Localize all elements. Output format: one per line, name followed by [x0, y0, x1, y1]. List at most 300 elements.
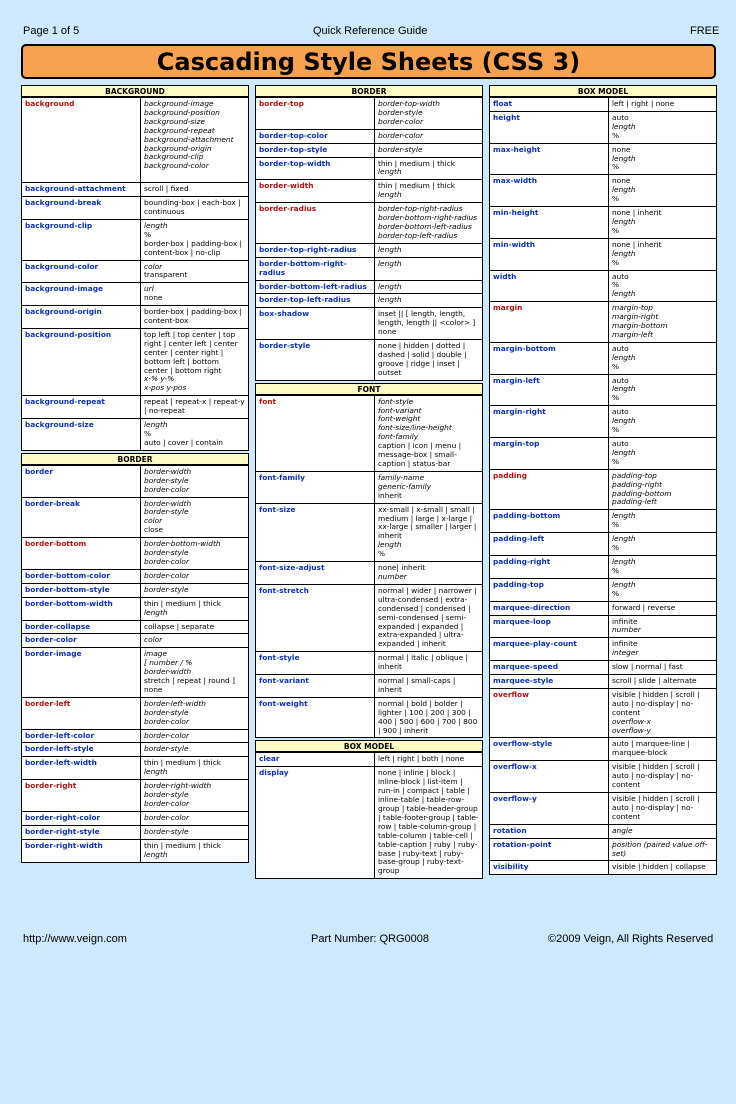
property-name: clear — [256, 753, 375, 767]
value-line: auto — [612, 439, 629, 448]
section-header: BOX MODEL — [255, 740, 483, 752]
property-name: float — [490, 98, 609, 112]
value-line: % — [612, 456, 620, 466]
property-name: background-position — [22, 328, 141, 395]
property-values — [609, 861, 717, 875]
table-row — [490, 838, 717, 861]
table-row — [490, 342, 717, 374]
value-line: visible | hidden | collapse — [612, 862, 706, 872]
property-name: background-origin — [22, 306, 141, 329]
property-name: marquee-loop — [490, 615, 609, 638]
value-line: normal | small-caps | inherit — [378, 676, 456, 694]
table-row — [490, 374, 717, 406]
value-line: number — [378, 571, 407, 581]
value-line: family-name — [378, 472, 425, 482]
value-line: xx-small | x-small | small | medium | large | x-large | xx-large | smaller | larger | inherit — [378, 504, 477, 541]
value-line: border-color — [378, 116, 423, 126]
section-background — [21, 85, 249, 451]
value-line: length — [612, 384, 636, 394]
property-values — [375, 562, 483, 585]
property-values — [375, 98, 483, 130]
property-values — [609, 761, 717, 793]
value-line: background-image — [144, 99, 214, 108]
value-line: length — [612, 248, 636, 258]
value-line: scroll | slide | alternate — [612, 676, 697, 686]
property-name: font-style — [256, 652, 375, 675]
property-values — [141, 839, 249, 862]
value-line: generic-family — [378, 481, 432, 491]
value-line: none — [612, 176, 631, 186]
table-row — [490, 824, 717, 838]
value-line: background-clip — [144, 152, 204, 162]
table-row — [22, 811, 249, 825]
value-line: length — [612, 153, 636, 163]
value-line: close — [144, 525, 164, 535]
property-values — [609, 838, 717, 861]
property-name: font-size-adjust — [256, 562, 375, 585]
value-line: none | hidden | dotted | dashed | solid | double | groove | ridge | inset | outset — [378, 341, 467, 377]
property-name: border-break — [22, 497, 141, 538]
table-row — [256, 203, 483, 244]
value-line: visible | hidden | scroll | auto | no-display | no-content — [612, 762, 700, 790]
section-header: FONT — [255, 383, 483, 395]
footer-part-number: Part Number: QRG0008 — [311, 933, 429, 945]
section-header: BOX MODEL — [489, 85, 717, 97]
table-row — [256, 503, 483, 561]
value-line: angle — [612, 825, 633, 835]
value-line: top left | top center | top right | center left | center center | center right | bottom left | bottom center | bottom right — [144, 329, 238, 375]
property-name: margin-top — [490, 438, 609, 470]
value-line: length — [144, 767, 168, 777]
property-values — [609, 342, 717, 374]
value-line: border-bottom-width — [144, 539, 221, 549]
value-line: border-top-width — [378, 99, 440, 108]
value-line: background-color — [144, 161, 209, 171]
value-line: none — [612, 144, 631, 154]
value-line: border-color — [144, 716, 189, 726]
value-line: font-style — [378, 396, 414, 406]
section-header: BORDER — [255, 85, 483, 97]
table-row — [490, 761, 717, 793]
property-name: overflow — [490, 688, 609, 738]
property-values — [609, 111, 717, 143]
column-3 — [489, 85, 717, 877]
property-values — [609, 238, 717, 270]
value-line: % — [612, 162, 620, 172]
column-1 — [21, 85, 249, 865]
value-line: normal | italic | oblique | inherit — [378, 653, 469, 672]
table-row — [256, 767, 483, 879]
table-row — [256, 129, 483, 143]
value-line: length — [612, 416, 636, 426]
value-line: thin | medium | thick — [144, 598, 222, 608]
property-values — [609, 469, 717, 510]
value-line: padding-bottom — [612, 488, 672, 498]
property-name: margin-right — [490, 406, 609, 438]
guide-label: Quick Reference Guide — [313, 25, 428, 37]
value-line: font-variant — [378, 405, 422, 415]
value-line: background-size — [144, 116, 205, 126]
value-line: border-width — [144, 667, 192, 677]
property-values — [141, 697, 249, 729]
section-font — [255, 383, 483, 739]
value-line: border-top-right-radius — [378, 204, 463, 214]
value-line: border-style — [144, 584, 189, 594]
table-row — [490, 207, 717, 239]
property-values — [375, 129, 483, 143]
property-name: overflow-y — [490, 793, 609, 825]
property-values — [141, 583, 249, 597]
table-row — [490, 406, 717, 438]
section-border — [21, 453, 249, 863]
table-row — [22, 839, 249, 862]
section-box-model — [255, 740, 483, 879]
property-name: border-top-width — [256, 157, 375, 180]
table-row — [490, 861, 717, 875]
property-values — [375, 294, 483, 308]
property-name: overflow-style — [490, 738, 609, 761]
property-values — [609, 675, 717, 689]
table-row — [490, 302, 717, 343]
property-values — [375, 471, 483, 503]
value-line: background-origin — [144, 143, 212, 153]
property-name: border-right — [22, 780, 141, 812]
value-line: none | inherit — [612, 239, 662, 249]
property-values — [375, 675, 483, 698]
value-line: infinite — [612, 639, 638, 649]
property-name: border-bottom-color — [22, 569, 141, 583]
property-values — [609, 601, 717, 615]
table-row — [490, 578, 717, 601]
value-line: padding-right — [612, 479, 663, 489]
property-name: box-shadow — [256, 308, 375, 340]
value-line: border-left-width — [144, 698, 206, 708]
table-row — [22, 396, 249, 419]
table-row — [256, 98, 483, 130]
value-line: visible | hidden | scroll | auto | no-display | no-content — [612, 794, 700, 821]
property-values — [141, 328, 249, 395]
value-line: length — [378, 295, 402, 305]
property-values — [609, 175, 717, 207]
page-number: Page 1 of 5 — [23, 25, 80, 37]
section-header: BORDER — [21, 453, 249, 465]
property-name: border-color — [22, 634, 141, 648]
property-values — [609, 638, 717, 661]
property-values — [141, 825, 249, 839]
value-line: border-color — [144, 556, 189, 566]
value-line: stretch | repeat | round ] — [144, 676, 235, 686]
value-line: left | right | both | none — [378, 754, 465, 764]
property-values — [141, 260, 249, 283]
value-line: % — [144, 429, 152, 438]
property-values — [141, 197, 249, 220]
section-box-model — [489, 85, 717, 875]
table-row — [490, 638, 717, 661]
value-line: background-attachment — [144, 134, 234, 144]
property-name: border-right-color — [22, 811, 141, 825]
value-line: length — [612, 121, 636, 131]
table-row — [490, 469, 717, 510]
value-line: length — [612, 511, 636, 521]
value-line: scroll | fixed — [144, 184, 189, 194]
property-name: border-left — [22, 697, 141, 729]
value-line: border-width — [144, 498, 192, 508]
value-line: % — [612, 130, 620, 140]
value-line: color — [144, 261, 163, 271]
property-values — [141, 306, 249, 329]
table-row — [22, 197, 249, 220]
value-line: overflow-x — [612, 716, 651, 726]
property-values — [609, 143, 717, 175]
value-line: border-width — [144, 466, 192, 476]
value-line: none| inherit — [378, 563, 426, 573]
table-row — [490, 661, 717, 675]
value-line: % — [612, 257, 620, 267]
value-line: border-style — [144, 475, 189, 485]
property-name: border-left-style — [22, 743, 141, 757]
table-row — [22, 743, 249, 757]
value-line: % — [612, 225, 620, 235]
property-values — [375, 143, 483, 157]
footer-url[interactable]: http://www.veign.com — [23, 933, 127, 945]
property-values — [141, 465, 249, 497]
section-header: BACKGROUND — [21, 85, 249, 97]
property-values — [141, 811, 249, 825]
property-values — [141, 620, 249, 634]
property-name: border-bottom — [22, 538, 141, 570]
table-row — [22, 98, 249, 183]
value-line: x-pos y-pos — [144, 383, 187, 393]
table-row — [490, 270, 717, 302]
value-line: length — [144, 220, 168, 230]
value-line: % — [612, 361, 620, 371]
value-line: length — [378, 167, 402, 177]
property-name: marquee-play-count — [490, 638, 609, 661]
property-name: padding-bottom — [490, 510, 609, 533]
value-line: border-bottom-right-radius — [378, 213, 478, 223]
value-line: border-style — [378, 107, 423, 117]
value-line: thin | medium | thick — [378, 158, 456, 168]
value-line: none — [378, 327, 397, 337]
property-table — [255, 395, 483, 739]
table-row — [256, 697, 483, 738]
table-row — [256, 562, 483, 585]
property-name: border-bottom-left-radius — [256, 280, 375, 294]
value-line: % — [612, 194, 620, 204]
table-row — [22, 697, 249, 729]
table-row — [22, 729, 249, 743]
value-line: background-position — [144, 107, 220, 117]
table-row — [256, 308, 483, 340]
value-line: length — [612, 289, 636, 299]
property-table — [489, 97, 717, 875]
property-name: background-color — [22, 260, 141, 283]
property-name: background — [22, 98, 141, 183]
value-line: color — [144, 635, 163, 645]
value-line: border-right-width — [144, 781, 212, 791]
property-name: min-height — [490, 207, 609, 239]
property-name: padding — [490, 469, 609, 510]
value-line: visible | hidden | scroll | auto | no-display | no-content — [612, 689, 700, 717]
property-values — [609, 738, 717, 761]
property-name: border-right-style — [22, 825, 141, 839]
table-row — [22, 780, 249, 812]
property-values — [375, 257, 483, 280]
table-row — [256, 143, 483, 157]
property-name: rotation-point — [490, 838, 609, 861]
value-line: none | inline | block | inline-block | list-item | run-in | compact | table | inline-table | table-row-group | table-header-group | table-footer-group | table-row | table-column-group | table-column | table-cell | table-caption | ruby | ruby-base | ruby-text | ruby-base-group | ruby-text-group — [378, 768, 479, 876]
table-row — [490, 555, 717, 578]
value-line: border-style — [378, 144, 423, 154]
table-row — [256, 753, 483, 767]
value-line: x-% y-% — [144, 374, 175, 384]
table-row — [256, 584, 483, 651]
property-values — [141, 183, 249, 197]
value-line: [ number / % — [144, 658, 193, 668]
table-row — [22, 620, 249, 634]
value-line: number — [612, 625, 641, 635]
value-line: auto — [612, 343, 629, 353]
property-name: max-height — [490, 143, 609, 175]
property-values — [141, 757, 249, 780]
table-row — [256, 280, 483, 294]
value-line: integer — [612, 648, 639, 658]
value-line: border-color — [144, 484, 189, 494]
value-line: thin | medium | thick — [378, 181, 456, 191]
property-values — [141, 634, 249, 648]
property-name: font-weight — [256, 697, 375, 738]
value-line: length — [612, 534, 636, 544]
property-values — [141, 283, 249, 306]
table-row — [256, 294, 483, 308]
free-badge: FREE — [690, 25, 720, 37]
property-name: border-left-width — [22, 757, 141, 780]
table-row — [256, 340, 483, 381]
value-line: % — [612, 425, 620, 435]
table-row — [256, 243, 483, 257]
property-name: border-radius — [256, 203, 375, 244]
table-row — [490, 688, 717, 738]
property-table — [255, 752, 483, 879]
property-values — [609, 661, 717, 675]
value-line: border-style — [144, 548, 189, 558]
table-row — [22, 757, 249, 780]
footer-copyright: ©2009 Veign, All Rights Reserved — [548, 933, 714, 945]
property-values — [609, 688, 717, 738]
property-table — [21, 97, 249, 451]
table-row — [256, 157, 483, 180]
value-line: length — [378, 540, 402, 550]
value-line: % — [144, 229, 152, 239]
property-values — [141, 497, 249, 538]
property-name: marquee-speed — [490, 661, 609, 675]
property-values — [375, 308, 483, 340]
property-values — [375, 767, 483, 879]
table-row — [490, 238, 717, 270]
value-line: padding-left — [612, 497, 657, 507]
value-line: none — [144, 293, 163, 303]
value-line: margin-top — [612, 303, 653, 313]
value-line: border-box | padding-box | content-box — [144, 307, 243, 326]
property-values — [609, 438, 717, 470]
value-line: none | inherit — [612, 208, 662, 218]
value-line: padding-top — [612, 470, 657, 480]
property-values — [375, 584, 483, 651]
value-line: collapse | separate — [144, 621, 215, 631]
property-name: marquee-direction — [490, 601, 609, 615]
value-line: border-style — [144, 744, 189, 754]
property-values — [375, 180, 483, 203]
property-name: border-bottom-right-radius — [256, 257, 375, 280]
value-line: % — [612, 543, 620, 553]
table-row — [22, 219, 249, 260]
property-values — [141, 396, 249, 419]
value-line: font-family — [378, 432, 419, 442]
property-name: min-width — [490, 238, 609, 270]
value-line: length — [144, 420, 168, 430]
property-values — [375, 395, 483, 471]
property-name: visibility — [490, 861, 609, 875]
property-values — [141, 98, 249, 183]
value-line: border-top-left-radius — [378, 230, 458, 240]
property-values — [375, 280, 483, 294]
table-row — [22, 583, 249, 597]
value-line: length — [612, 352, 636, 362]
table-row — [490, 98, 717, 112]
section-border — [255, 85, 483, 381]
value-line: position (paired value off-set) — [612, 839, 708, 858]
value-line: length — [144, 607, 168, 617]
value-line: thin | medium | thick — [144, 758, 222, 768]
property-values — [141, 648, 249, 698]
property-values — [609, 615, 717, 638]
property-values — [141, 538, 249, 570]
property-name: height — [490, 111, 609, 143]
property-name: background-size — [22, 419, 141, 451]
property-values — [375, 243, 483, 257]
value-line: border-color — [144, 730, 189, 740]
property-name: background-image — [22, 283, 141, 306]
property-values — [375, 697, 483, 738]
table-row — [490, 510, 717, 533]
value-line: font-size/line-height — [378, 423, 452, 433]
value-line: length — [612, 447, 636, 457]
value-line: % — [612, 393, 620, 403]
value-line: length — [612, 216, 636, 226]
value-line — [144, 171, 245, 180]
property-name: padding-right — [490, 555, 609, 578]
property-name: rotation — [490, 824, 609, 838]
value-line: border-style — [144, 507, 189, 517]
property-name: display — [256, 767, 375, 879]
value-line: left | right | none — [612, 99, 675, 108]
table-row — [22, 825, 249, 839]
value-line: % — [612, 280, 620, 290]
value-line: auto — [612, 112, 629, 122]
property-values — [141, 743, 249, 757]
value-line: length — [144, 849, 168, 859]
table-row — [256, 395, 483, 471]
property-values — [375, 753, 483, 767]
property-values — [141, 419, 249, 451]
value-line: length — [612, 556, 636, 566]
table-row — [256, 180, 483, 203]
value-line: font-weight — [378, 414, 421, 424]
value-line: border-color — [144, 812, 189, 822]
property-values — [609, 824, 717, 838]
property-values — [141, 597, 249, 620]
value-line: forward | reverse — [612, 602, 676, 612]
